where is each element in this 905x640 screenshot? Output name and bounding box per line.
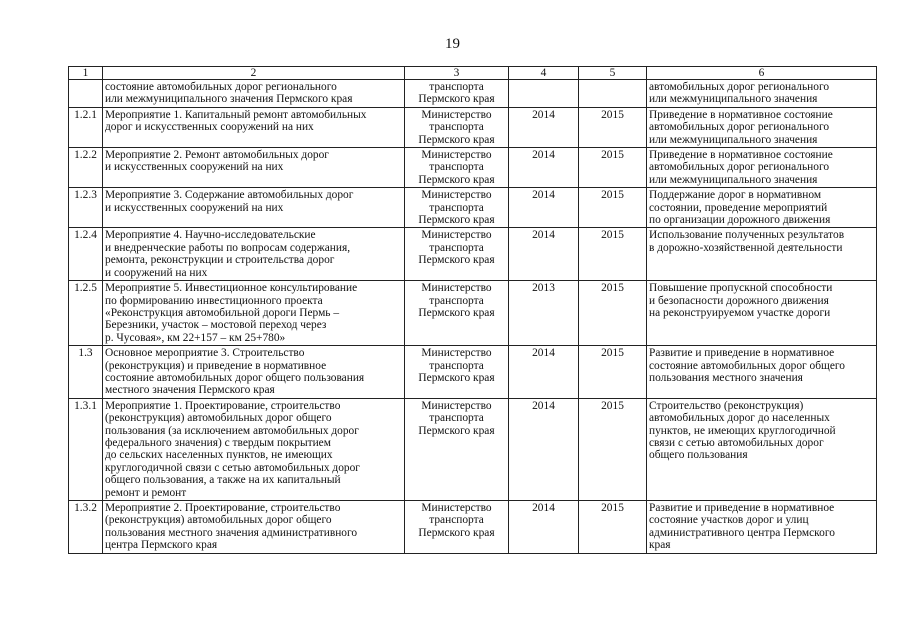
- activity-description-cell: [103, 398, 405, 500]
- header-cell: 5: [579, 67, 647, 80]
- program-table: [68, 66, 877, 554]
- result-line: пунктов, не имеющих круглогодичной: [649, 424, 836, 437]
- expected-result-cell: [647, 148, 877, 188]
- expected-result-cell: [647, 346, 877, 399]
- expected-result-cell: [647, 398, 877, 500]
- description-line: Мероприятие 1. Проектирование, строительство: [105, 399, 341, 412]
- executor-cell: [405, 281, 509, 346]
- table-row: [69, 501, 877, 554]
- header-cell: 2: [103, 67, 405, 80]
- description-line: и внедренческие работы по вопросам содержания,: [105, 241, 351, 254]
- result-line: в дорожно-хозяйственной деятельности: [649, 241, 843, 254]
- executor-line: транспорта: [429, 81, 484, 93]
- executor-cell: [405, 346, 509, 399]
- description-line: (реконструкция) автомобильных дорог общего: [105, 514, 332, 527]
- description-line: пользования (за исключением автомобильных дорог: [105, 424, 359, 437]
- result-line: Приведение в нормативное состояние: [649, 108, 833, 121]
- result-line: Приведение в нормативное состояние: [649, 149, 833, 162]
- start-year-cell: 2014: [509, 501, 579, 554]
- table-row: [69, 188, 877, 228]
- activity-description-cell: [103, 346, 405, 399]
- result-line: края: [649, 539, 671, 552]
- executor-cell: [405, 228, 509, 281]
- start-year-cell: 2014: [509, 346, 579, 399]
- executor-cell: [405, 188, 509, 228]
- result-line: состоянии, проведение мероприятий: [649, 201, 828, 214]
- result-line: автомобильных дорог регионального: [649, 161, 830, 174]
- table-row: [69, 148, 877, 188]
- description-line: Мероприятие 4. Научно-исследовательские: [105, 229, 316, 242]
- item-number-cell: 1.2.2: [69, 148, 103, 188]
- item-number-cell: 1.3.1: [69, 398, 103, 500]
- description-line: Мероприятие 2. Ремонт автомобильных дорог: [105, 149, 329, 162]
- expected-result-cell: [647, 501, 877, 554]
- executor-cell: [405, 398, 509, 500]
- executor-line: Пермского края: [418, 371, 495, 384]
- expected-result-cell: [647, 80, 877, 108]
- activity-description-cell: [103, 80, 405, 108]
- description-line: или межмуниципального значения Пермского края: [105, 93, 353, 106]
- activity-description-cell: [103, 281, 405, 346]
- result-line: и безопасности дорожного движения: [649, 294, 829, 307]
- expected-result-cell: [647, 281, 877, 346]
- executor-line: Пермского края: [418, 173, 495, 186]
- item-number-cell: 1.2.3: [69, 188, 103, 228]
- executor-line: транспорта: [429, 161, 484, 174]
- result-line: по организации дорожного движения: [649, 214, 831, 227]
- item-number-cell: 1.3.2: [69, 501, 103, 554]
- result-line: или межмуниципального значения: [649, 173, 818, 186]
- start-year-cell: 2014: [509, 398, 579, 500]
- end-year-cell: 2015: [579, 501, 647, 554]
- end-year-cell: 2015: [579, 398, 647, 500]
- start-year-cell: 2014: [509, 107, 579, 147]
- executor-cell: [405, 80, 509, 108]
- start-year-cell: 2014: [509, 228, 579, 281]
- executor-line: транспорта: [429, 412, 484, 425]
- result-line: или межмуниципального значения: [649, 93, 818, 106]
- result-line: или межмуниципального значения: [649, 133, 818, 146]
- result-line: автомобильных дорог до населенных: [649, 412, 830, 425]
- executor-line: Министерство: [421, 149, 492, 162]
- result-line: состояние автомобильных дорог общего: [649, 359, 845, 372]
- header-cell: 3: [405, 67, 509, 80]
- executor-cell: [405, 148, 509, 188]
- header-cell: 4: [509, 67, 579, 80]
- description-line: и искусственных сооружений на них: [105, 201, 284, 214]
- description-line: состояние автомобильных дорог регионального: [105, 81, 337, 93]
- executor-line: Пермского края: [418, 133, 495, 146]
- table-row: [69, 107, 877, 147]
- result-line: Повышение пропускной способности: [649, 282, 833, 295]
- result-line: автомобильных дорог регионального: [649, 81, 830, 93]
- table-row: [69, 228, 877, 281]
- executor-line: Пермского края: [418, 424, 495, 437]
- description-line: ремонта, реконструкции и строительства дорог: [105, 254, 335, 267]
- result-line: на реконструируемом участке дороги: [649, 306, 831, 319]
- item-number-cell: 1.3: [69, 346, 103, 399]
- result-line: Строительство (реконструкция): [649, 399, 804, 412]
- executor-line: Министерство: [421, 229, 492, 242]
- start-year-cell: 2014: [509, 188, 579, 228]
- description-line: по формированию инвестиционного проекта: [105, 294, 323, 307]
- executor-line: Министерство: [421, 347, 492, 360]
- description-line: «Реконструкция автомобильной дороги Пермь –: [105, 306, 340, 319]
- executor-line: транспорта: [429, 359, 484, 372]
- item-number-cell: 1.2.1: [69, 107, 103, 147]
- executor-line: Министерство: [421, 282, 492, 295]
- description-line: Мероприятие 3. Содержание автомобильных дорог: [105, 189, 354, 202]
- description-line: Основное мероприятие 3. Строительство: [105, 347, 305, 360]
- result-line: Поддержание дорог в нормативном: [649, 189, 822, 202]
- description-line: и искусственных сооружений на них: [105, 161, 284, 174]
- end-year-cell: [579, 80, 647, 108]
- description-line: ремонт и ремонт: [105, 486, 187, 499]
- description-line: местного значения Пермского края: [105, 384, 275, 397]
- expected-result-cell: [647, 188, 877, 228]
- description-line: центра Пермского края: [105, 539, 218, 552]
- result-line: автомобильных дорог регионального: [649, 121, 830, 134]
- executor-line: Пермского края: [418, 93, 495, 106]
- executor-line: транспорта: [429, 121, 484, 134]
- header-row: [69, 67, 877, 80]
- description-line: Мероприятие 1. Капитальный ремонт автомобильных: [105, 108, 367, 121]
- item-number-cell: 1.2.4: [69, 228, 103, 281]
- executor-line: транспорта: [429, 201, 484, 214]
- executor-line: Пермского края: [418, 214, 495, 227]
- description-line: круглогодичной связи с сетью автомобильных дорог: [105, 461, 360, 474]
- executor-line: транспорта: [429, 294, 484, 307]
- header-cell: 1: [69, 67, 103, 80]
- item-number-cell: [69, 80, 103, 108]
- table-row: [69, 80, 877, 108]
- description-line: р. Чусовая», км 22+157 – км 25+780»: [105, 331, 286, 344]
- result-line: Развитие и приведение в нормативное: [649, 502, 835, 514]
- header-cell: 6: [647, 67, 877, 80]
- table-row: [69, 281, 877, 346]
- description-line: состояние автомобильных дорог общего пользования: [105, 371, 365, 384]
- description-line: (реконструкция) и приведение в нормативное: [105, 359, 327, 372]
- description-line: и сооружений на них: [105, 266, 208, 279]
- executor-line: Пермского края: [418, 254, 495, 267]
- result-line: пользования местного значения: [649, 371, 803, 384]
- result-line: административного центра Пермского: [649, 526, 835, 539]
- activity-description-cell: [103, 107, 405, 147]
- executor-line: Министерство: [421, 189, 492, 202]
- table-row: [69, 346, 877, 399]
- executor-cell: [405, 107, 509, 147]
- activity-description-cell: [103, 228, 405, 281]
- executor-cell: [405, 501, 509, 554]
- expected-result-cell: [647, 228, 877, 281]
- description-line: Мероприятие 5. Инвестиционное консультирование: [105, 282, 358, 295]
- description-line: (реконструкция) автомобильных дорог общего: [105, 412, 332, 425]
- description-line: пользования местного значения административного: [105, 526, 358, 539]
- item-number-cell: 1.2.5: [69, 281, 103, 346]
- result-line: состояние участков дорог и улиц: [649, 514, 809, 527]
- executor-line: Министерство: [421, 108, 492, 121]
- description-line: до сельских населенных пунктов, не имеющих: [105, 449, 333, 462]
- description-line: дорог и искусственных сооружений на них: [105, 121, 314, 134]
- start-year-cell: 2013: [509, 281, 579, 346]
- description-line: федерального значения) с твердым покрытием: [105, 436, 331, 449]
- activity-description-cell: [103, 148, 405, 188]
- result-line: связи с сетью автомобильных дорог: [649, 436, 824, 449]
- executor-line: Министерство: [421, 399, 492, 412]
- result-line: Использование полученных результатов: [649, 229, 845, 242]
- expected-result-cell: [647, 107, 877, 147]
- result-line: общего пользования: [649, 449, 748, 462]
- executor-line: транспорта: [429, 241, 484, 254]
- end-year-cell: 2015: [579, 281, 647, 346]
- activity-description-cell: [103, 501, 405, 554]
- executor-line: Пермского края: [418, 526, 495, 539]
- table-row: [69, 398, 877, 500]
- executor-line: Министерство: [421, 502, 492, 514]
- activity-description-cell: [103, 188, 405, 228]
- end-year-cell: 2015: [579, 228, 647, 281]
- end-year-cell: 2015: [579, 107, 647, 147]
- page-number: 19: [445, 36, 460, 52]
- executor-line: транспорта: [429, 514, 484, 527]
- end-year-cell: 2015: [579, 148, 647, 188]
- start-year-cell: [509, 80, 579, 108]
- end-year-cell: 2015: [579, 188, 647, 228]
- result-line: Развитие и приведение в нормативное: [649, 347, 835, 360]
- end-year-cell: 2015: [579, 346, 647, 399]
- description-line: общего пользования, а также на их капитальный: [105, 474, 341, 487]
- description-line: Березники, участок – мостовой переход через: [105, 319, 327, 332]
- description-line: Мероприятие 2. Проектирование, строительство: [105, 502, 341, 514]
- executor-line: Пермского края: [418, 306, 495, 319]
- start-year-cell: 2014: [509, 148, 579, 188]
